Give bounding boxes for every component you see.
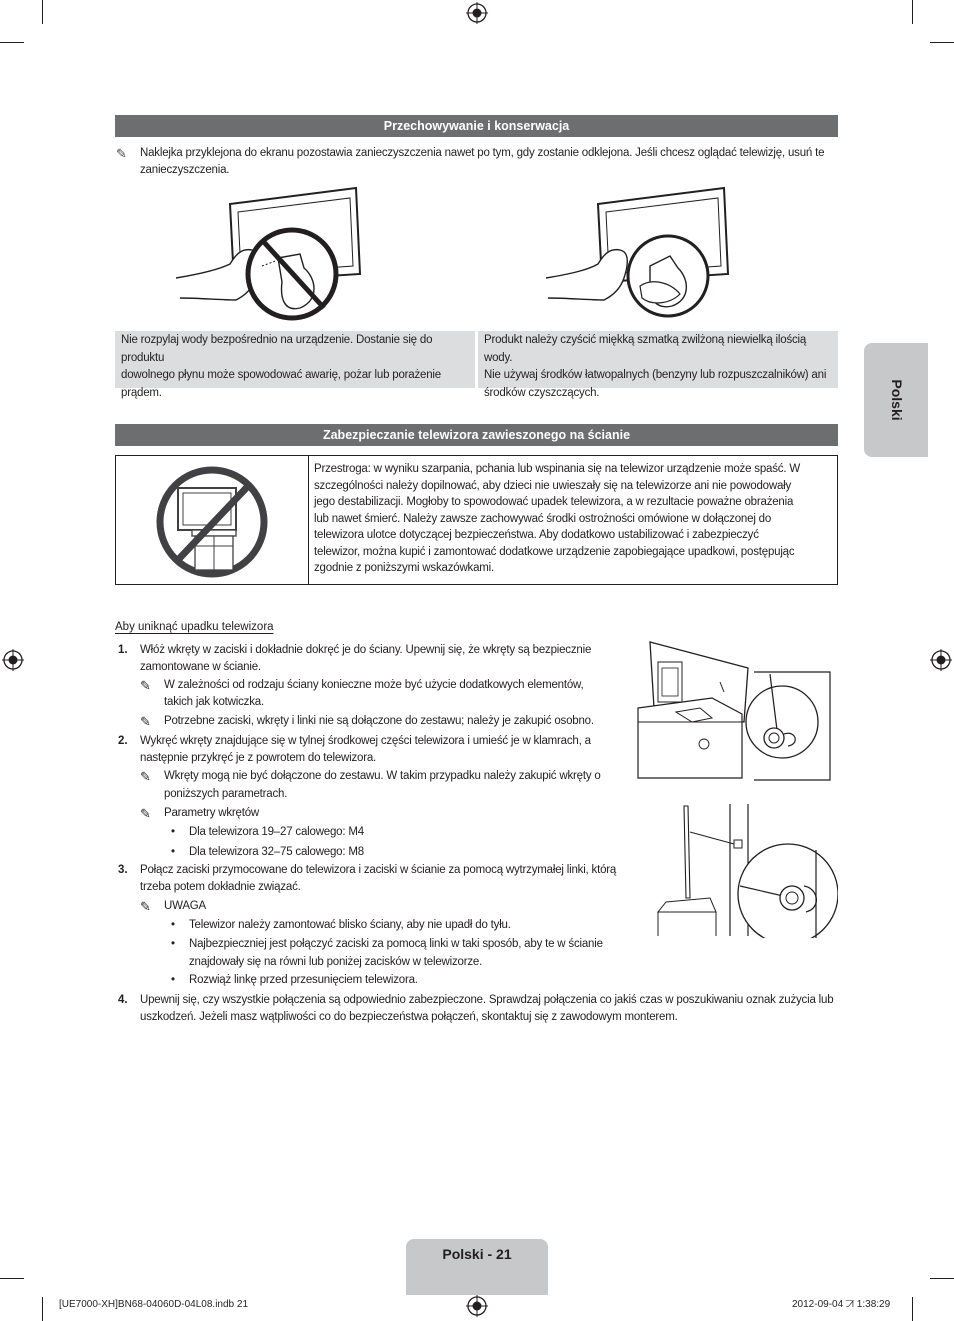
section-title-wall-safety: Zabezpieczanie telewizora zawieszonego na ścianie (115, 424, 838, 446)
bullet-text: Rozwiąż linkę przed przesunięciem telewizora. (189, 974, 418, 986)
crop-mark (930, 42, 954, 43)
crop-mark (930, 1278, 954, 1279)
crop-mark (912, 1297, 913, 1321)
step-text: zamontowane w ścianie. (140, 661, 261, 673)
note-text: Parametry wkrętów (164, 807, 260, 819)
crop-mark (42, 0, 43, 24)
step-number: 3. (118, 864, 128, 876)
illustration-tv-clamp (636, 638, 834, 784)
note-icon: ✎ (140, 714, 151, 729)
illustration-wall-cord (656, 802, 838, 938)
note-text: W zależności od rodzaju ściany konieczne może być użycie dodatkowych elementów, (164, 679, 584, 691)
bullet-icon: • (171, 974, 176, 986)
warning-text (314, 461, 830, 577)
caption-line: Produkt należy czyścić miękką szmatką zwilżoną niewielką ilością wody. (484, 334, 807, 364)
language-side-tab (864, 343, 928, 457)
step-text: trzeba potem dokładnie związać. (140, 881, 301, 893)
crop-mark (912, 0, 913, 24)
step-number: 1. (118, 644, 128, 656)
warning-line: lub nawet śmierć. Należy zawsze zachowywać środki ostrożności omówione w dołączonej do (314, 512, 772, 525)
no-climb-icon (154, 466, 270, 578)
note-text: takich jak kotwiczka. (164, 696, 264, 708)
caption-no-spray (115, 331, 475, 399)
bullet-icon: • (171, 826, 176, 838)
page-number-tab (406, 1239, 548, 1295)
table-divider (308, 456, 309, 584)
illustration-cloth-clean (540, 182, 740, 322)
step-number: 2. (118, 735, 128, 747)
bullet-text: znajdowały się na równi lub poniżej zacisków w telewizorze. (189, 956, 483, 968)
caption-line: prądem. (121, 386, 162, 399)
registration-mark-icon (466, 1295, 488, 1317)
registration-mark-icon (2, 649, 24, 671)
side-tab-label: Polski (888, 379, 905, 421)
step-text: Włóż wkręty w zaciski i dokładnie dokręć je do ściany. Upewnij się, że wkręty są bezpiecznie (140, 644, 592, 656)
note-icon: ✎ (116, 146, 127, 161)
step-text: Upewnij się, czy wszystkie połączenia są odpowiednio zabezpieczone. Sprawdzaj połączenia co jakiś czas w poszukiwaniu oznak zużycia lub (140, 994, 834, 1006)
step-text: następnie przykręć je z powrotem do telewizora. (140, 752, 377, 764)
step-number: 4. (118, 994, 128, 1006)
step-text: Wykręć wkręty znajdujące się w tylnej środkowej części telewizora i umieść je w klamrach, a (140, 735, 591, 747)
note-label: UWAGA (164, 900, 207, 912)
bullet-icon: • (171, 938, 176, 950)
crop-mark (0, 42, 24, 43)
bullet-text: Dla telewizora 19–27 calowego: M4 (189, 826, 364, 838)
section-title-storage: Przechowywanie i konserwacja (115, 115, 838, 137)
crop-mark (42, 1297, 43, 1321)
caption-line: dowolnego płynu może spowodować awarię, pożar lub porażenie (121, 369, 441, 381)
warning-line: telewizor, można kupić i zamontować dodatkowe urządzenie zapobiegające upadkowi, postępując (314, 545, 795, 558)
note-icon: ✎ (140, 899, 151, 914)
instructions-heading: Aby uniknąć upadku telewizora (115, 621, 274, 633)
caption-line: Nie rozpylaj wody bezpośrednio na urządzenie. Dostanie się do produktu (121, 334, 433, 364)
warning-line: szczególności należy dopilnować, aby dzieci nie uwieszały się na telewizorze ani nie powodowały (314, 479, 792, 492)
warning-line: Przestroga: w wyniku szarpania, pchania lub wspinania się na telewizor urządzenie może spaść. W (314, 463, 800, 475)
registration-mark-icon (930, 649, 952, 671)
note-text: zanieczyszczenia. (140, 164, 230, 176)
step-text: Połącz zaciski przymocowane do telewizora i zaciski w ścianie za pomocą wytrzymałej linki, którą (140, 864, 617, 876)
note-icon: ✎ (140, 769, 151, 784)
warning-line: zgodnie z poniższymi wskazówkami. (314, 562, 495, 574)
note-icon: ✎ (140, 806, 151, 821)
crop-mark (0, 1278, 24, 1279)
note-text: Wkręty mogą nie być dołączone do zestawu. W takim przypadku należy zakupić wkręty o (164, 770, 601, 782)
illustration-no-spray (170, 182, 370, 322)
note-text: Naklejka przyklejona do ekranu pozostawia zanieczyszczenia nawet po tym, gdy zostanie odklejona. Jeśli chcesz oglądać telewizję, usuń te (140, 147, 825, 159)
caption-cloth-clean (478, 331, 838, 399)
bullet-text: Dla telewizora 32–75 calowego: M8 (189, 846, 364, 858)
note-text: Potrzebne zaciski, wkręty i linki nie są dołączone do zestawu; należy je zakupić osobno. (164, 715, 594, 727)
bullet-icon: • (171, 919, 176, 931)
note-icon: ✎ (140, 678, 151, 693)
footer-timestamp: 2012-09-04 ꠀ 1:38:29 (792, 1299, 891, 1310)
step-text: uszkodzeń. Jeżeli masz wątpliwości co do bezpieczeństwa połączeń, skontaktuj się z zawodowym monterem. (140, 1011, 678, 1023)
warning-table (115, 455, 838, 585)
bullet-icon: • (171, 846, 176, 858)
registration-mark-icon (466, 2, 488, 24)
warning-line: telewizora ulotce dotyczącej bezpieczeństwa. Aby dodatkowo ustabilizować i zabezpieczyć (314, 529, 759, 541)
footer-file-info: [UE7000-XH]BN68-04060D-04L08.indb 21 (59, 1299, 249, 1310)
page-number: Polski - 21 (442, 1246, 512, 1262)
bullet-text: Telewizor należy zamontować blisko ściany, aby nie upadł do tyłu. (189, 919, 511, 931)
caption-line: Nie używaj środków łatwopalnych (benzyny lub rozpuszczalników) ani (484, 369, 827, 381)
bullet-text: Najbezpieczniej jest połączyć zaciski za pomocą linki w taki sposób, aby te w ścianie (189, 938, 603, 950)
warning-line: jego destabilizacji. Mogłoby to spowodować upadek telewizora, a w rezultacie poważne obrażenia (314, 496, 794, 508)
note-text: poniższych parametrach. (164, 788, 288, 800)
caption-line: środków czyszczących. (484, 386, 600, 399)
